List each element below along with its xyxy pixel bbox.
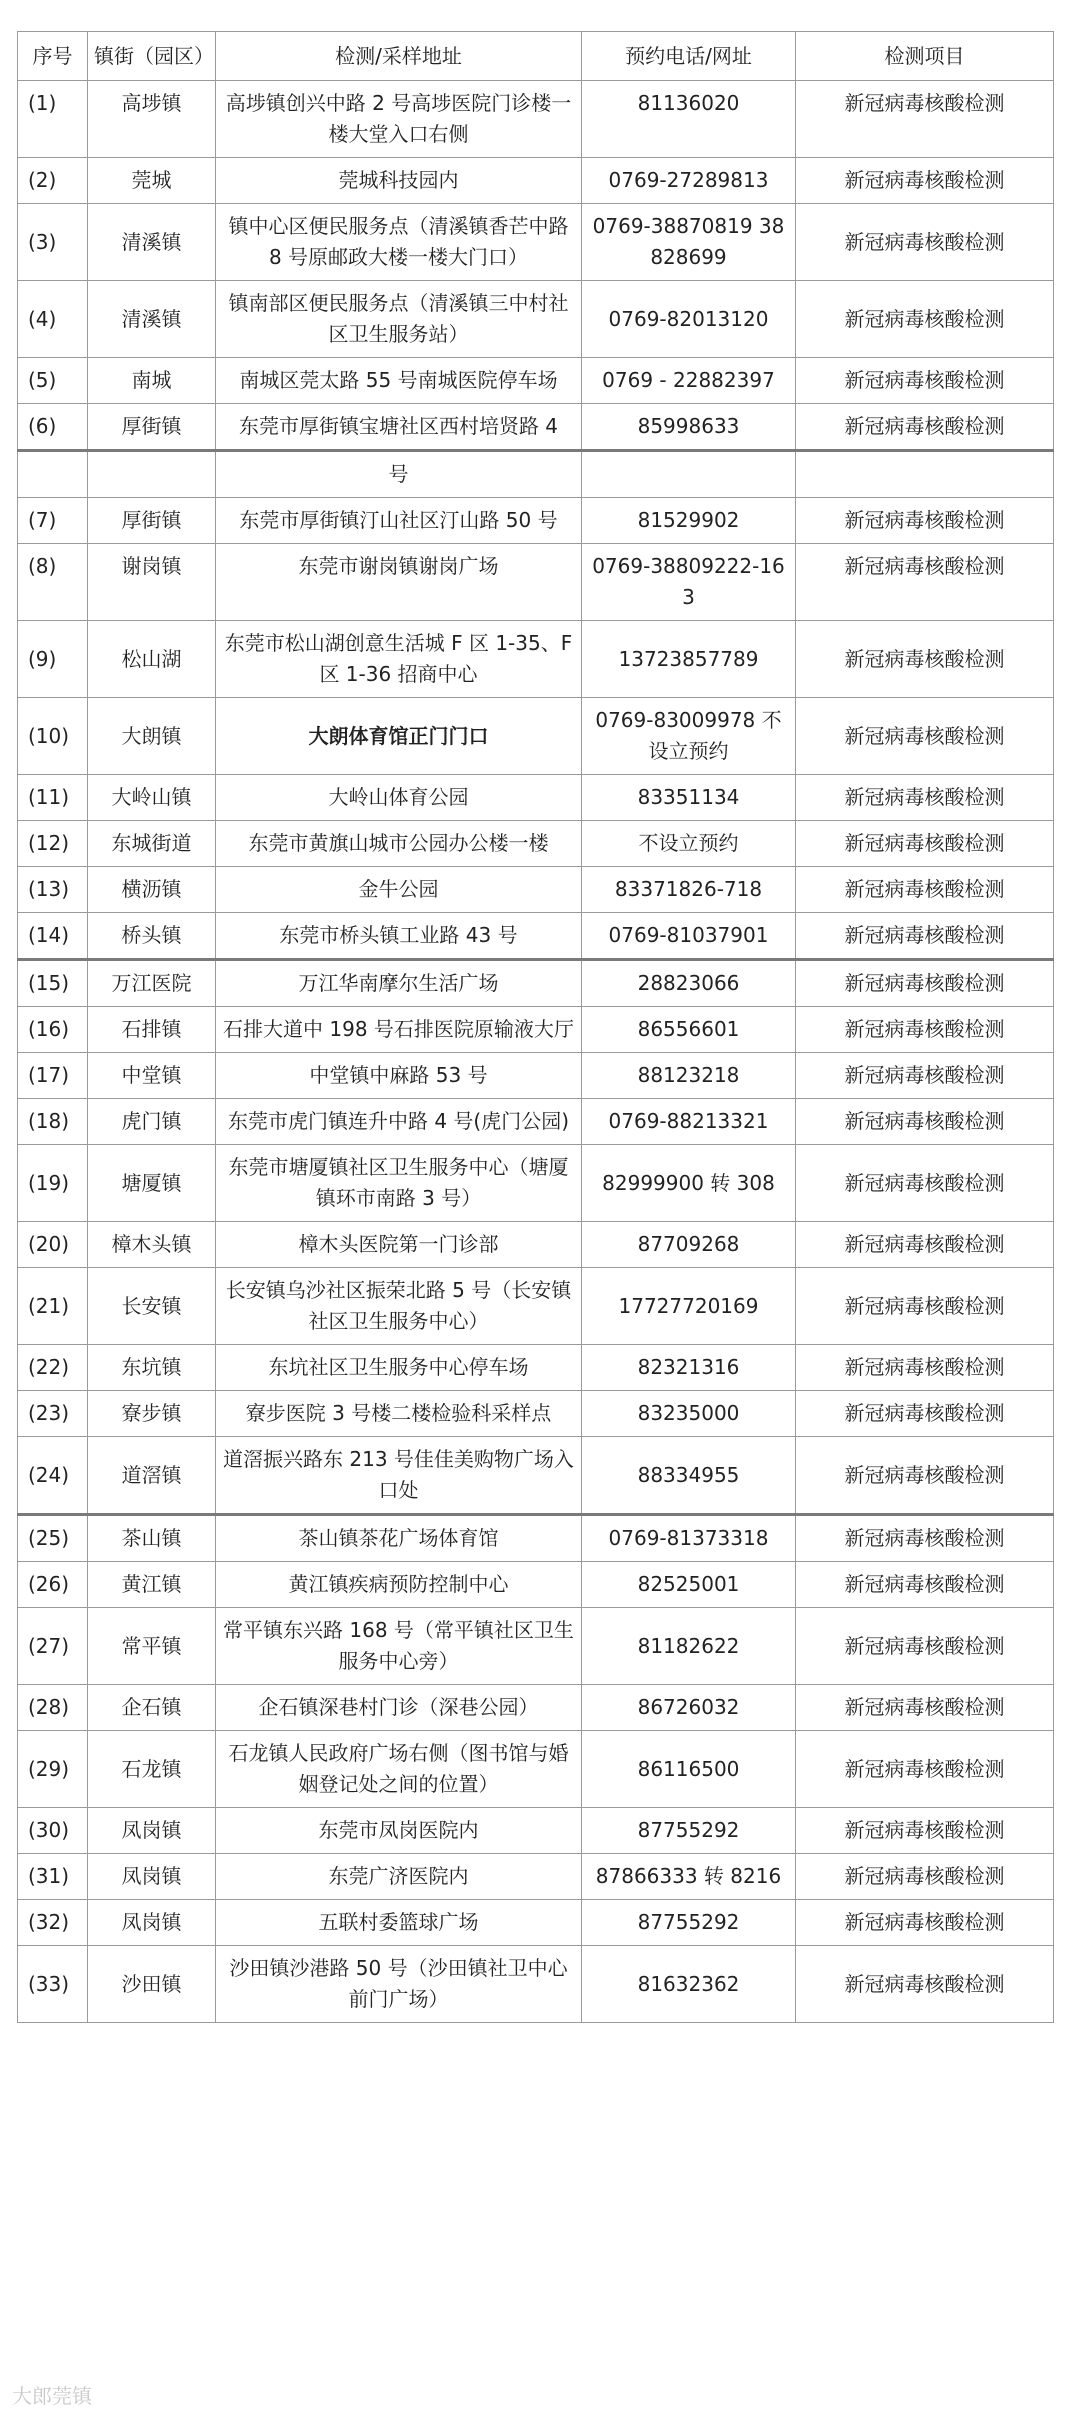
cell-test-item: 新冠病毒核酸检测 [796,621,1054,698]
cell-phone: 82321316 [582,1345,796,1391]
cell-no: (27) [18,1608,88,1685]
cell-no: (24) [18,1437,88,1515]
cell-town: 塘厦镇 [88,1145,216,1222]
table-row [18,1608,1054,1685]
table-row [18,1437,1054,1515]
cell-no: (9) [18,621,88,698]
cell-town: 松山湖 [88,621,216,698]
cell-address: 东莞市厚街镇汀山社区汀山路 50 号 [216,498,582,544]
cell-town: 桥头镇 [88,913,216,960]
cell-town: 谢岗镇 [88,544,216,621]
cell-test-item: 新冠病毒核酸检测 [796,960,1054,1007]
cell-no: (17) [18,1053,88,1099]
cell-phone: 0769-27289813 [582,158,796,204]
cell-test-item: 新冠病毒核酸检测 [796,1099,1054,1145]
cell-town: 高埗镇 [88,81,216,158]
cell-address: 企石镇深巷村门诊（深巷公园） [216,1685,582,1731]
cell-town: 凤岗镇 [88,1808,216,1854]
cell-test-item: 新冠病毒核酸检测 [796,1391,1054,1437]
cell-no: (13) [18,867,88,913]
cell-test-item: 新冠病毒核酸检测 [796,867,1054,913]
cell-town: 樟木头镇 [88,1222,216,1268]
cell-no: (26) [18,1562,88,1608]
cell-address: 东坑社区卫生服务中心停车场 [216,1345,582,1391]
cell-address: 高埗镇创兴中路 2 号高埗医院门诊楼一楼大堂入口右侧 [216,81,582,158]
cell-phone: 82525001 [582,1562,796,1608]
table-row [18,1685,1054,1731]
table-row [18,1145,1054,1222]
header-no: 序号 [18,32,88,81]
cell-no: (7) [18,498,88,544]
table-row [18,544,1054,621]
table-row [18,1808,1054,1854]
cell-town: 大岭山镇 [88,775,216,821]
cell-no: (14) [18,913,88,960]
table-row [18,281,1054,358]
cell-no: (28) [18,1685,88,1731]
cell-phone: 0769-38870819 38828699 [582,204,796,281]
cell-phone: 0769-81373318 [582,1515,796,1562]
cell-address: 五联村委篮球广场 [216,1900,582,1946]
testing-sites-table [17,31,1054,2023]
cell-address: 东莞市厚街镇宝塘社区西村培贤路 4 [216,404,582,451]
cell-town: 凤岗镇 [88,1900,216,1946]
cell-test-item: 新冠病毒核酸检测 [796,281,1054,358]
cell-test-item: 新冠病毒核酸检测 [796,1437,1054,1515]
cell-test-item: 新冠病毒核酸检测 [796,821,1054,867]
cell-no: (3) [18,204,88,281]
cell-phone: 0769-82013120 [582,281,796,358]
cell-test-item: 新冠病毒核酸检测 [796,698,1054,775]
cell-no: (33) [18,1946,88,2023]
table-row [18,1731,1054,1808]
cell-phone: 81632362 [582,1946,796,2023]
cell-phone: 81136020 [582,81,796,158]
cell-phone: 82999900 转 308 [582,1145,796,1222]
table-row [18,158,1054,204]
cell-no: (30) [18,1808,88,1854]
cell-town: 清溪镇 [88,204,216,281]
cell-no: (4) [18,281,88,358]
cell-test-item: 新冠病毒核酸检测 [796,1053,1054,1099]
cell-phone: 87755292 [582,1900,796,1946]
cell-phone: 86726032 [582,1685,796,1731]
cell-address: 东莞市虎门镇连升中路 4 号(虎门公园) [216,1099,582,1145]
cell-no: (19) [18,1145,88,1222]
cell-address: 镇南部区便民服务点（清溪镇三中村社区卫生服务站） [216,281,582,358]
cell-phone: 86556601 [582,1007,796,1053]
table-row [18,1268,1054,1345]
cell-no: (20) [18,1222,88,1268]
cell-no: (22) [18,1345,88,1391]
table-container [17,31,1053,2023]
cell-test-item: 新冠病毒核酸检测 [796,1562,1054,1608]
cell-address: 沙田镇沙港路 50 号（沙田镇社卫中心前门广场） [216,1946,582,2023]
table-row [18,204,1054,281]
cell-address: 中堂镇中麻路 53 号 [216,1053,582,1099]
cell-test-item: 新冠病毒核酸检测 [796,1900,1054,1946]
table-row [18,821,1054,867]
cell-test-item: 新冠病毒核酸检测 [796,1345,1054,1391]
watermark: 大郎莞镇 [12,2384,92,2408]
table-row [18,913,1054,960]
cell-address: 长安镇乌沙社区振荣北路 5 号（长安镇社区卫生服务中心） [216,1268,582,1345]
cell-town: 茶山镇 [88,1515,216,1562]
cell-town: 万江医院 [88,960,216,1007]
cell-address: 道滘振兴路东 213 号佳佳美购物广场入口处 [216,1437,582,1515]
cell-address: 石排大道中 198 号石排医院原输液大厅 [216,1007,582,1053]
table-row [18,1515,1054,1562]
cell-town: 寮步镇 [88,1391,216,1437]
table-header-row [18,32,1054,81]
cell-town: 莞城 [88,158,216,204]
cell-address: 镇中心区便民服务点（清溪镇香芒中路 8 号原邮政大楼一楼大门口） [216,204,582,281]
cell-address: 常平镇东兴路 168 号（常平镇社区卫生服务中心旁） [216,1608,582,1685]
cell-town: 虎门镇 [88,1099,216,1145]
cell-phone: 83351134 [582,775,796,821]
cell-town: 南城 [88,358,216,404]
table-row [18,621,1054,698]
cell-address: 金牛公园 [216,867,582,913]
cell-test-item: 新冠病毒核酸检测 [796,158,1054,204]
cell-test-item: 新冠病毒核酸检测 [796,81,1054,158]
cell-address: 东莞市塘厦镇社区卫生服务中心（塘厦镇环市南路 3 号） [216,1145,582,1222]
cell-test-item: 新冠病毒核酸检测 [796,358,1054,404]
cell-phone: 28823066 [582,960,796,1007]
cell-no: (23) [18,1391,88,1437]
header-test-item: 检测项目 [796,32,1054,81]
cell-phone: 81182622 [582,1608,796,1685]
cell-phone: 0769 - 22882397 [582,358,796,404]
table-row [18,1854,1054,1900]
cell-address: 石龙镇人民政府广场右侧（图书馆与婚姻登记处之间的位置） [216,1731,582,1808]
cell-no: (15) [18,960,88,1007]
cell-test-item: 新冠病毒核酸检测 [796,404,1054,451]
cell-town: 石排镇 [88,1007,216,1053]
table-row [18,1099,1054,1145]
cell-phone [582,451,796,498]
cell-test-item: 新冠病毒核酸检测 [796,913,1054,960]
cell-town: 常平镇 [88,1608,216,1685]
header-town: 镇街（园区） [88,32,216,81]
cell-phone: 17727720169 [582,1268,796,1345]
table-row [18,1007,1054,1053]
cell-no: (11) [18,775,88,821]
cell-phone: 85998633 [582,404,796,451]
cell-test-item: 新冠病毒核酸检测 [796,1608,1054,1685]
cell-phone: 83371826-718 [582,867,796,913]
cell-test-item: 新冠病毒核酸检测 [796,1268,1054,1345]
cell-no: (10) [18,698,88,775]
cell-no: (21) [18,1268,88,1345]
cell-town: 大朗镇 [88,698,216,775]
cell-town: 东坑镇 [88,1345,216,1391]
cell-town: 黄江镇 [88,1562,216,1608]
cell-no: (29) [18,1731,88,1808]
cell-test-item: 新冠病毒核酸检测 [796,1515,1054,1562]
table-row [18,698,1054,775]
cell-phone: 83235000 [582,1391,796,1437]
cell-phone: 87755292 [582,1808,796,1854]
cell-phone: 88123218 [582,1053,796,1099]
table-row [18,1053,1054,1099]
cell-no: (1) [18,81,88,158]
cell-address: 万江华南摩尔生活广场 [216,960,582,1007]
table-row [18,358,1054,404]
cell-town: 沙田镇 [88,1946,216,2023]
cell-town: 凤岗镇 [88,1854,216,1900]
cell-town: 横沥镇 [88,867,216,913]
cell-phone: 0769-38809222-163 [582,544,796,621]
cell-test-item: 新冠病毒核酸检测 [796,1222,1054,1268]
cell-phone: 86116500 [582,1731,796,1808]
cell-phone: 0769-81037901 [582,913,796,960]
table-row [18,451,1054,498]
cell-test-item: 新冠病毒核酸检测 [796,498,1054,544]
cell-address: 东莞市松山湖创意生活城 F 区 1-35、F 区 1-36 招商中心 [216,621,582,698]
cell-phone: 不设立预约 [582,821,796,867]
table-row [18,867,1054,913]
cell-town: 长安镇 [88,1268,216,1345]
cell-town: 厚街镇 [88,498,216,544]
cell-address: 黄江镇疾病预防控制中心 [216,1562,582,1608]
cell-no: (16) [18,1007,88,1053]
cell-no: (8) [18,544,88,621]
cell-no: (2) [18,158,88,204]
cell-address: 东莞广济医院内 [216,1854,582,1900]
table-row [18,404,1054,451]
cell-no: (12) [18,821,88,867]
cell-address: 南城区莞太路 55 号南城医院停车场 [216,358,582,404]
table-row [18,498,1054,544]
cell-address: 东莞市桥头镇工业路 43 号 [216,913,582,960]
cell-no: (25) [18,1515,88,1562]
cell-address: 大朗体育馆正门门口 [216,698,582,775]
cell-address: 茶山镇茶花广场体育馆 [216,1515,582,1562]
cell-test-item: 新冠病毒核酸检测 [796,1946,1054,2023]
cell-test-item: 新冠病毒核酸检测 [796,544,1054,621]
cell-no: (32) [18,1900,88,1946]
cell-test-item: 新冠病毒核酸检测 [796,1145,1054,1222]
header-address: 检测/采样地址 [216,32,582,81]
table-row [18,1900,1054,1946]
table-row [18,960,1054,1007]
cell-test-item: 新冠病毒核酸检测 [796,1854,1054,1900]
cell-phone: 87866333 转 8216 [582,1854,796,1900]
cell-test-item [796,451,1054,498]
cell-address: 莞城科技园内 [216,158,582,204]
cell-no: (5) [18,358,88,404]
table-row [18,1345,1054,1391]
cell-phone: 81529902 [582,498,796,544]
table-row [18,1946,1054,2023]
cell-phone: 0769-83009978 不设立预约 [582,698,796,775]
cell-town: 厚街镇 [88,404,216,451]
cell-town: 石龙镇 [88,1731,216,1808]
cell-test-item: 新冠病毒核酸检测 [796,1731,1054,1808]
cell-town: 东城街道 [88,821,216,867]
cell-town: 清溪镇 [88,281,216,358]
cell-phone: 0769-88213321 [582,1099,796,1145]
cell-address: 东莞市黄旗山城市公园办公楼一楼 [216,821,582,867]
cell-test-item: 新冠病毒核酸检测 [796,1808,1054,1854]
cell-test-item: 新冠病毒核酸检测 [796,1685,1054,1731]
cell-address: 东莞市凤岗医院内 [216,1808,582,1854]
cell-address: 号 [216,451,582,498]
cell-no: (31) [18,1854,88,1900]
table-row [18,1391,1054,1437]
cell-address: 寮步医院 3 号楼二楼检验科采样点 [216,1391,582,1437]
cell-no [18,451,88,498]
cell-test-item: 新冠病毒核酸检测 [796,1007,1054,1053]
cell-phone: 13723857789 [582,621,796,698]
cell-phone: 87709268 [582,1222,796,1268]
header-phone: 预约电话/网址 [582,32,796,81]
cell-phone: 88334955 [582,1437,796,1515]
cell-address: 大岭山体育公园 [216,775,582,821]
cell-address: 东莞市谢岗镇谢岗广场 [216,544,582,621]
cell-no: (6) [18,404,88,451]
table-row [18,81,1054,158]
cell-address: 樟木头医院第一门诊部 [216,1222,582,1268]
table-row [18,1562,1054,1608]
table-row [18,1222,1054,1268]
cell-town: 道滘镇 [88,1437,216,1515]
cell-town: 企石镇 [88,1685,216,1731]
cell-town [88,451,216,498]
cell-town: 中堂镇 [88,1053,216,1099]
cell-test-item: 新冠病毒核酸检测 [796,775,1054,821]
table-row [18,775,1054,821]
cell-test-item: 新冠病毒核酸检测 [796,204,1054,281]
cell-no: (18) [18,1099,88,1145]
